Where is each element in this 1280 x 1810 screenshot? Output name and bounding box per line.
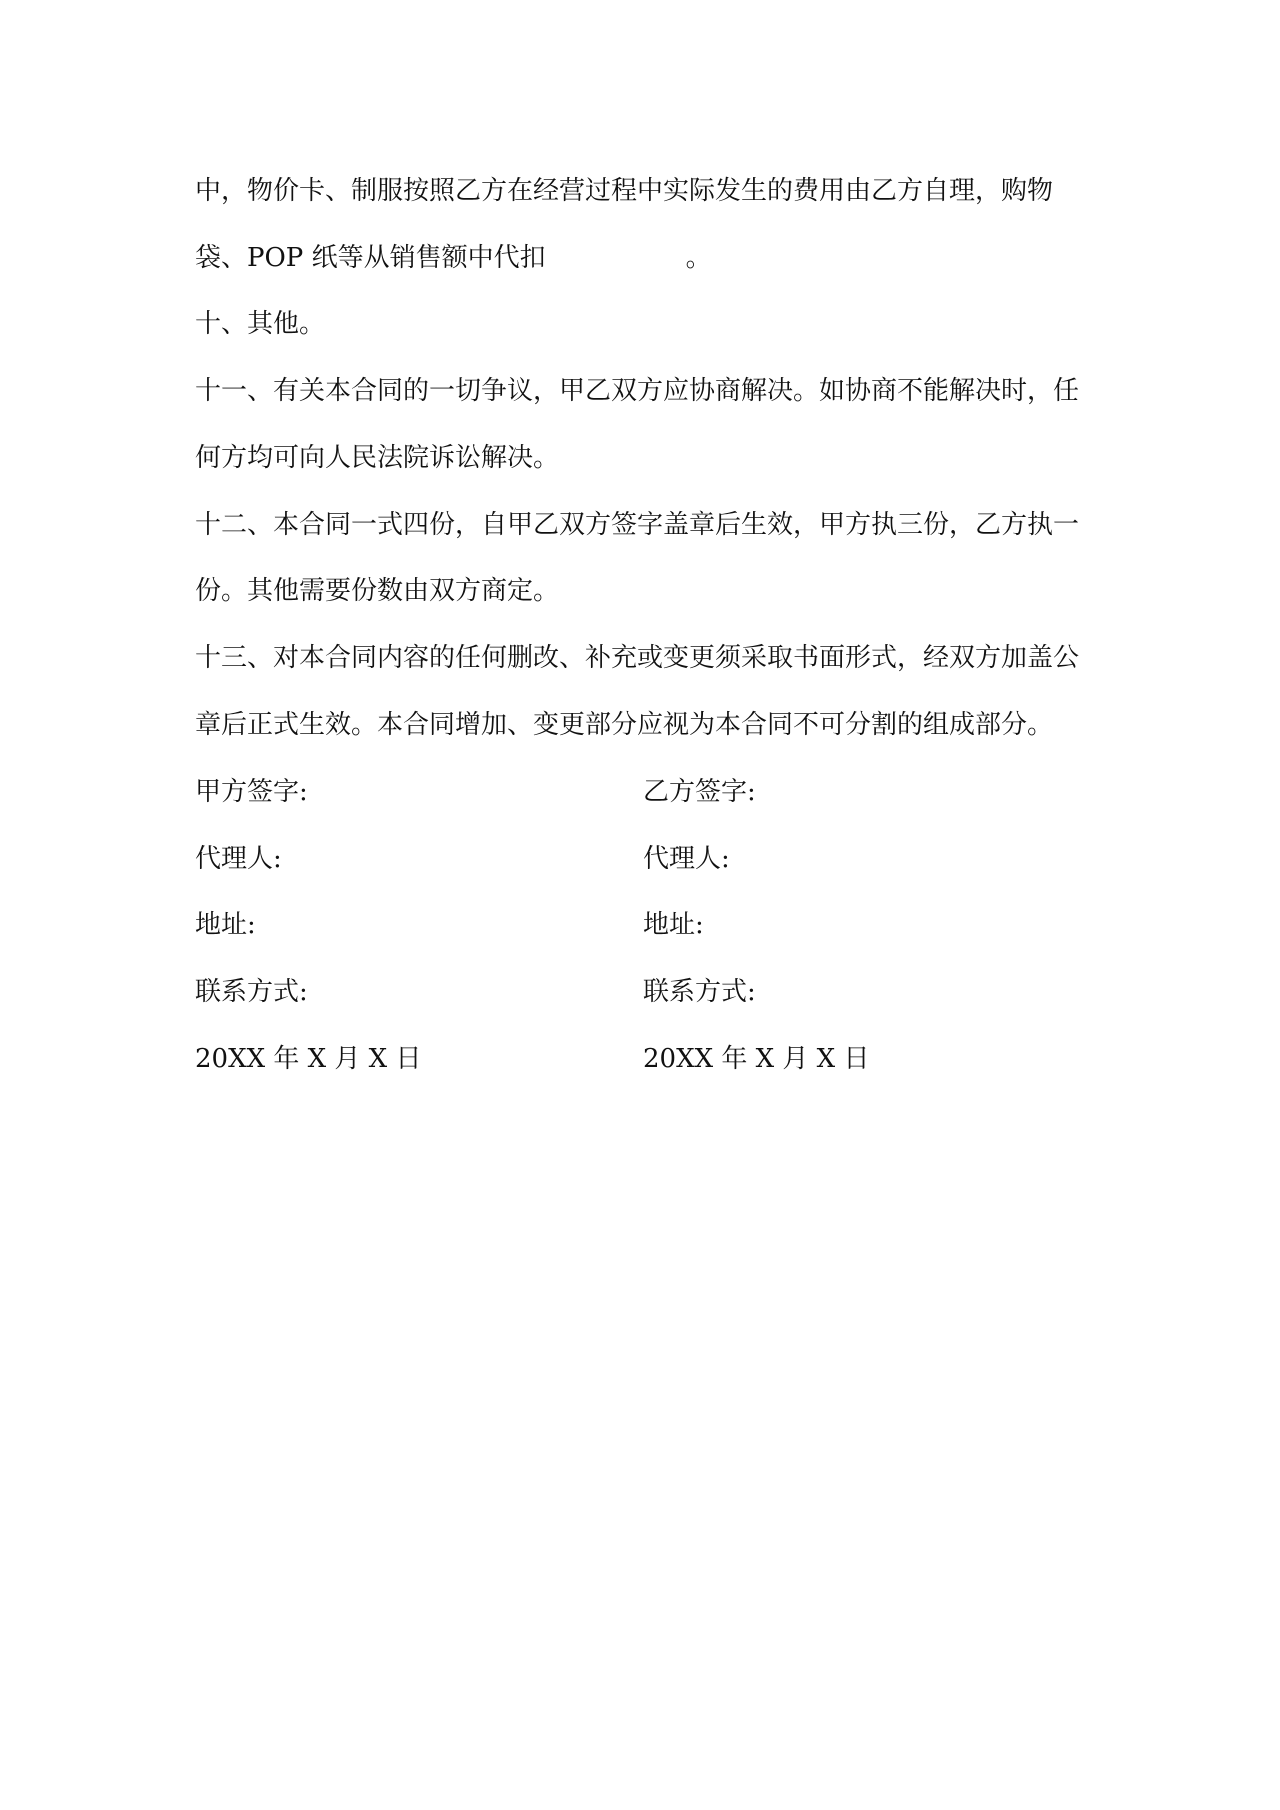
party-b-date: 20XX 年 X 月 X 日 [643, 1044, 870, 1074]
signature-row-agent [195, 842, 1085, 876]
paragraph-line-7-text: 份。其他需要份数由双方商定。 [195, 576, 560, 606]
paragraph-line-6 [195, 508, 1085, 542]
paragraph-line-3 [195, 307, 1085, 341]
paragraph-line-4 [195, 374, 1085, 408]
paragraph-line-2-text: 袋、POP 纸等从销售额中代扣 [195, 243, 546, 273]
paragraph-line-2-end: 。 [685, 243, 712, 273]
party-a-date: 20XX 年 X 月 X 日 [195, 1044, 422, 1074]
paragraph-line-7 [195, 574, 1085, 608]
paragraph-line-8-text: 十三、对本合同内容的任何删改、补充或变更须采取书面形式，经双方加盖公 [195, 643, 1080, 673]
paragraph-line-5-text: 何方均可向人民法院诉讼解决。 [195, 443, 560, 473]
paragraph-line-1 [195, 174, 1085, 208]
party-a-contact-label: 联系方式: [195, 977, 308, 1007]
party-a-sign-label: 甲方签字: [195, 777, 308, 807]
paragraph-line-9-text: 章后正式生效。本合同增加、变更部分应视为本合同不可分割的组成部分。 [195, 710, 1054, 740]
signature-row-contact [195, 975, 1085, 1009]
paragraph-line-4-text: 十一、有关本合同的一切争议，甲乙双方应协商解决。如协商不能解决时，任 [195, 376, 1080, 406]
signature-row-sign [195, 775, 1085, 809]
paragraph-line-9 [195, 708, 1085, 742]
signature-row-date [195, 1042, 1085, 1076]
paragraph-line-6-text: 十二、本合同一式四份，自甲乙双方签字盖章后生效，甲方执三份，乙方执一 [195, 510, 1080, 540]
party-a-agent-label: 代理人: [195, 844, 282, 874]
party-b-address-label: 地址: [643, 910, 704, 940]
paragraph-line-1-text: 中，物价卡、制服按照乙方在经营过程中实际发生的费用由乙方自理，购物 [195, 176, 1054, 206]
party-a-address-label: 地址: [195, 910, 256, 940]
paragraph-line-2 [195, 241, 1085, 275]
party-b-sign-label: 乙方签字: [643, 777, 756, 807]
party-b-agent-label: 代理人: [643, 844, 730, 874]
party-b-contact-label: 联系方式: [643, 977, 756, 1007]
paragraph-line-5 [195, 441, 1085, 475]
paragraph-line-3-text: 十、其他。 [195, 309, 326, 339]
signature-row-address [195, 908, 1085, 942]
paragraph-line-8 [195, 641, 1085, 675]
